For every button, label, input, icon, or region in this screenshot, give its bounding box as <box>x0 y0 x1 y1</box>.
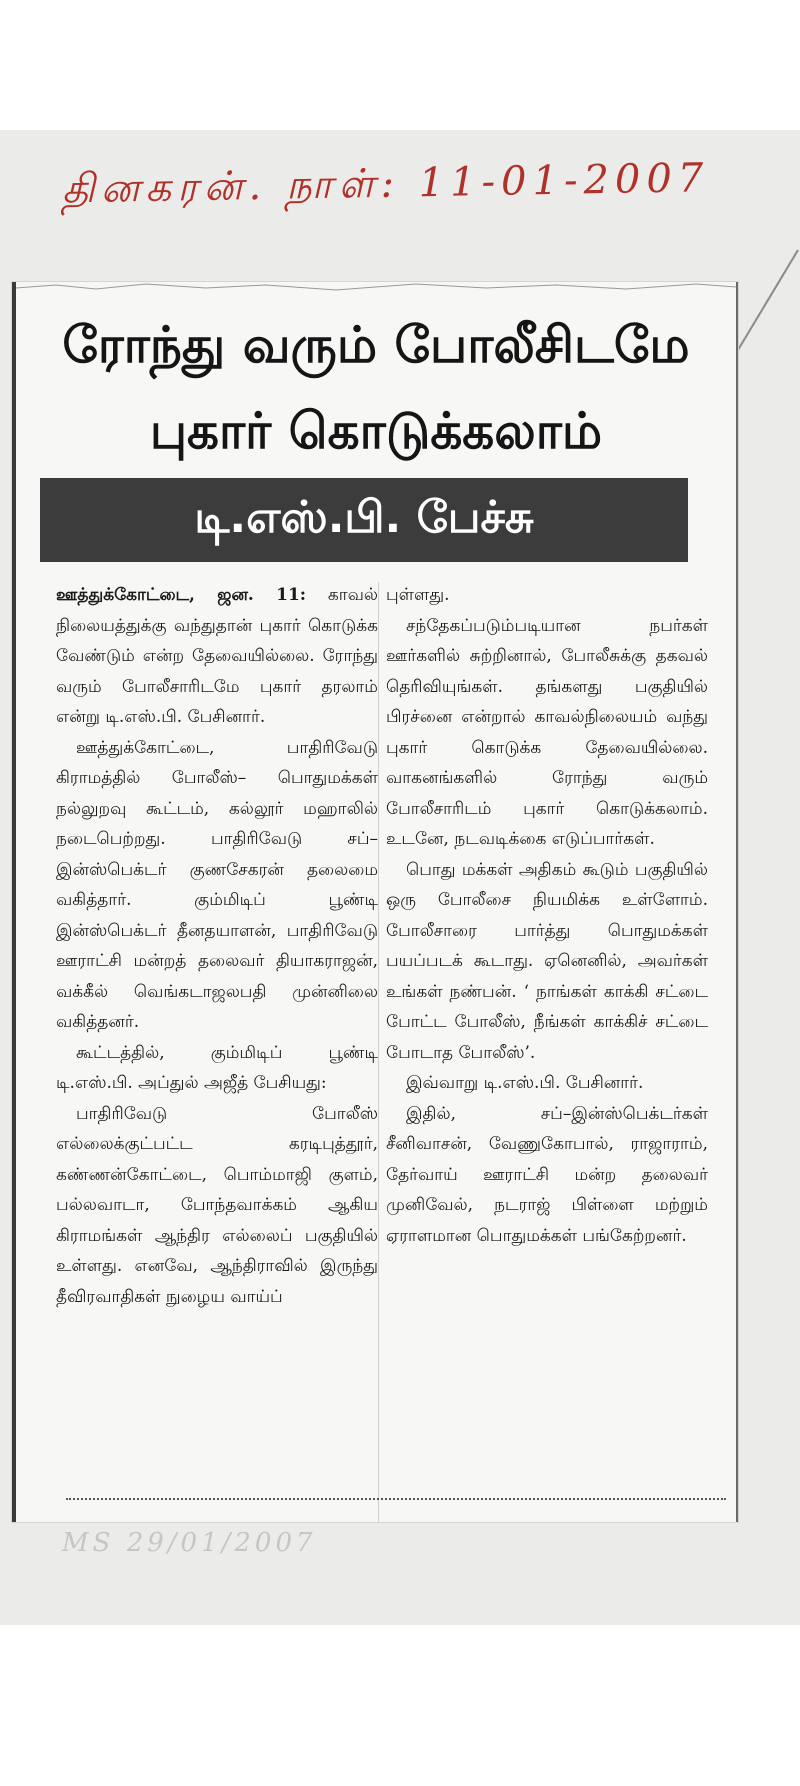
article-column-left <box>56 580 378 1312</box>
article-column-right <box>386 580 708 1251</box>
paragraph <box>56 580 378 733</box>
subheadline: டி.எஸ்.பி. பேச்சு <box>194 491 534 543</box>
headline-line-2: புகார் கொடுக்கலாம் <box>149 401 603 460</box>
paragraph-text: காவல் நிலையத்துக்கு வந்துதான் புகார் கொடுக்க வேண்டும் என்ற தேவையில்லை. ரோந்து வரும் போலீசாரிடமே புகார் தரலாம் என்று டி.எஸ்.பி. பேசினார். <box>56 585 378 727</box>
newspaper-clipping <box>12 282 738 1522</box>
headline-line-1: ரோந்து வரும் போலீசிடமே <box>62 315 690 374</box>
torn-edge <box>16 282 736 292</box>
subheadline-band <box>40 478 688 562</box>
paragraph: இதில், சப்–இன்ஸ்பெக்டர்கள் சீனிவாசன், வேணுகோபால், ராஜாராம், தேர்வாய் ஊராட்சி மன்ற தலைவர் முனிவேல், நடராஜ் பிள்ளை மற்றும் ஏராளமான பொதுமக்கள் பங்கேற்றனர். <box>386 1103 708 1246</box>
paragraph: ஊத்துக்கோட்டை, பாதிரிவேடு கிராமத்தில் போலீஸ்– பொதுமக்கள் நல்லுறவு கூட்டம், கல்லூர் மஹாலில் நடைபெற்றது. பாதிரிவேடு சப்–இன்ஸ்பெக்டர் குணசேகரன் தலைமை வகித்தார். கும்மிடிப் பூண்டி இன்ஸ்பெக்டர் தீனதயாளன், பாதிரிவேடு ஊராட்சி மன்றத் தலைவர் தியாகராஜன், வக்கீல் வெங்கடாஜலபதி முன்னிலை வகித்தனர். <box>56 737 378 1032</box>
archive-stamp: MS 29/01/2007 <box>62 1528 317 1558</box>
paragraph: சந்தேகப்படும்படியான நபர்கள் ஊர்களில் சுற்றினால், போலீசுக்கு தகவல் தெரிவியுங்கள். தங்களது பகுதியில் பிரச்னை என்றால் காவல்நிலையம் வந்து புகார் கொடுக்க தேவையில்லை. வாகனங்களில் ரோந்து வரும் போலீசாரிடம் புகார் கொடுக்கலாம். உடனே, நடவடிக்கை எடுப்பார்கள். <box>386 615 708 849</box>
paragraph: பொது மக்கள் அதிகம் கூடும் பகுதியில் ஒரு போலீசை நியமிக்க உள்ளோம். போலீசாரை பார்த்து பொதுமக்கள் பயப்படக் கூடாது. ஏனெனில், அவர்கள் உங்கள் நண்பன். ‘ நாங்கள் காக்கி சட்டை போட்ட போலீஸ், நீங்கள் காக்கிச் சட்டை போடாத போலீஸ்’. <box>386 859 708 1063</box>
paragraph: பாதிரிவேடு போலீஸ் எல்லைக்குட்பட்ட கரடிபுத்தூர், கண்ணன்கோட்டை, பொம்மாஜி குளம், பல்லவாடா, போந்தவாக்கம் ஆகிய கிராமங்கள் ஆந்திர எல்லைப் பகுதியில் உள்ளது. எனவே, ஆந்திராவில் இருந்து தீவிரவாதிகள் நுழைய வாய்ப் <box>56 1103 378 1307</box>
dotted-rule <box>66 1498 726 1500</box>
dateline: ஊத்துக்கோட்டை, ஜன. 11: <box>56 585 307 605</box>
paragraph: புள்ளது. <box>386 585 450 605</box>
handwritten-source-date: தினகரன். நாள்: 11-01-2007 <box>61 155 710 213</box>
article-headline <box>36 302 716 474</box>
paragraph: கூட்டத்தில், கும்மிடிப் பூண்டி டி.எஸ்.பி. அப்துல் அஜீத் பேசியது: <box>56 1042 378 1093</box>
paragraph: இவ்வாறு டி.எஸ்.பி. பேசினார். <box>406 1073 644 1093</box>
column-divider <box>378 582 379 1522</box>
